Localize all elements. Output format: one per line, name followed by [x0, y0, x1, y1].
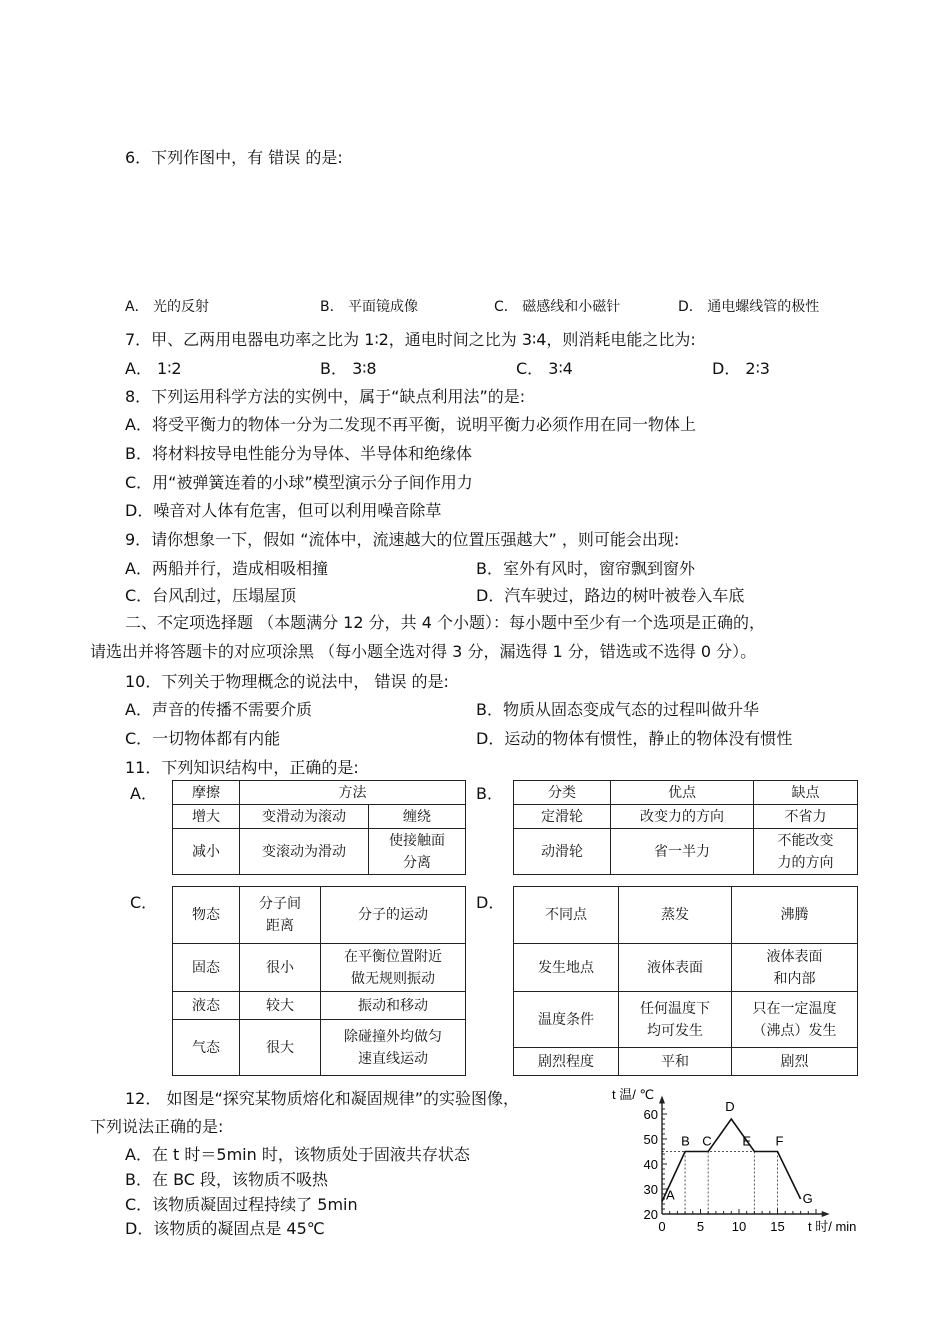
cell-line: 分离 — [403, 854, 431, 871]
q10-option-b: B．物质从固态变成气态的过程叫做升华 — [476, 700, 759, 719]
table-cell: 不省力 — [754, 805, 858, 829]
table-cell — [321, 944, 466, 992]
q9-option-c: C．台风刮过，压塌屋顶 — [125, 586, 297, 605]
q11-stem: 11．下列知识结构中，正确的是: — [125, 758, 359, 777]
cell-line: 在平衡位置附近 — [344, 948, 442, 965]
table-cell: 沸腾 — [732, 887, 858, 944]
table-cell: 分类 — [514, 781, 611, 805]
x-tick-label: 10 — [731, 1219, 747, 1234]
table-cell: 液态 — [173, 992, 240, 1020]
table-cell: 很大 — [240, 1020, 321, 1076]
chart-y-axis-label: t 温/ ℃ — [612, 1087, 655, 1102]
table-cell — [732, 992, 858, 1048]
point-label: B — [681, 1133, 690, 1149]
q9-option-d: D．汽车驶过，路边的树叶被卷入车底 — [476, 586, 745, 605]
cell-line: 使接触面 — [389, 832, 445, 849]
y-axis-arrow — [659, 1096, 665, 1104]
table-cell: 温度条件 — [514, 992, 619, 1048]
cell-line: 分子间 — [259, 896, 301, 912]
table-cell: 物态 — [173, 887, 240, 944]
table-cell: 分子的运动 — [321, 887, 466, 944]
table-cell: 很小 — [240, 944, 321, 992]
q11-table-d — [513, 886, 858, 1076]
table-cell: 定滑轮 — [514, 805, 611, 829]
q9-option-b: B．室外有风时，窗帘飘到窗外 — [476, 559, 695, 578]
cell-line: 距离 — [266, 918, 294, 934]
table-cell: 减小 — [173, 829, 240, 875]
cell-line: 均可发生 — [647, 1022, 703, 1039]
table-cell: 蒸发 — [619, 887, 732, 944]
x-tick-label: 0 — [658, 1219, 666, 1234]
table-cell: 发生地点 — [514, 944, 619, 992]
y-tick-label: 40 — [643, 1157, 658, 1172]
q6-option-d: D． 通电螺线管的极性 — [678, 299, 820, 315]
table-cell: 缺点 — [754, 781, 858, 805]
point-label: D — [725, 1099, 735, 1114]
cell-line: 不能改变 — [777, 832, 834, 849]
cell-line: 和内部 — [773, 970, 816, 987]
q11-label-c: C． — [130, 893, 158, 912]
q8-option-a: A．将受平衡力的物体一分为二发现不再平衡，说明平衡力必须作用在同一物体上 — [125, 415, 696, 434]
q10-option-d: D．运动的物体有惯性，静止的物体没有惯性 — [476, 729, 793, 748]
cell-line: 液体表面 — [766, 948, 823, 965]
table-cell: 变滑动为滚动 — [240, 805, 369, 829]
chart-x-axis-label: t 时/ min — [808, 1219, 857, 1234]
cell-line: 做无规则振动 — [351, 970, 435, 987]
q7-option-d: D． 2∶3 — [712, 359, 770, 378]
table-cell: 剧烈程度 — [514, 1048, 619, 1076]
section2-line1: 二、不定项选择题 （本题满分 12 分，共 4 个小题）：每小题中至少有一个选项是正确的， — [125, 613, 765, 632]
q12-option-d: D．该物质的凝固点是 45℃ — [125, 1219, 325, 1238]
table-cell — [369, 829, 466, 875]
q6-stem: 6．下列作图中，有 错误 的是: — [125, 148, 343, 167]
cell-line: 除碰撞外均做匀 — [344, 1028, 442, 1045]
q7-option-c: C． 3∶4 — [516, 359, 573, 378]
cell-line: 力的方向 — [777, 854, 834, 871]
q12-option-a: A．在 t 时＝5min 时，该物质处于固液共存状态 — [125, 1145, 470, 1164]
q7-option-b: B． 3∶8 — [320, 359, 377, 378]
q7-stem: 7．甲、乙两用电器电功率之比为 1∶2，通电时间之比为 3∶4，则消耗电能之比为: — [125, 330, 696, 349]
table-cell: 缠绕 — [369, 805, 466, 829]
q6-option-b: B． 平面镜成像 — [320, 299, 419, 315]
table-cell — [321, 1020, 466, 1076]
cell-line: 只在一定温度 — [752, 1000, 837, 1017]
q11-table-b — [513, 780, 858, 875]
table-cell: 变滚动为滑动 — [240, 829, 369, 875]
q11-label-a: A． — [130, 784, 157, 803]
q9-option-a: A．两船并行，造成相吸相撞 — [125, 559, 328, 578]
table-cell: 增大 — [173, 805, 240, 829]
y-tick-label: 50 — [643, 1132, 658, 1147]
table-cell: 省一半力 — [611, 829, 754, 875]
table-cell — [240, 887, 321, 944]
q8-stem: 8．下列运用科学方法的实例中，属于“缺点利用法”的是: — [125, 387, 526, 406]
point-label: C — [702, 1133, 712, 1149]
section2-line2: 请选出并将答题卡的对应项涂黑 （每小题全选对得 3 分，漏选得 1 分，错选或不选得 0 分）。 — [90, 642, 757, 661]
q12-stem-line1: 12． 如图是“探究某物质熔化和凝固规律”的实验图像， — [125, 1089, 520, 1108]
q12-option-b: B．在 BC 段，该物质不吸热 — [125, 1170, 329, 1189]
q6-option-c: C． 磁感线和小磁针 — [494, 299, 621, 315]
cell-line: 任何温度下 — [640, 1000, 710, 1017]
q11-label-b: B． — [476, 784, 503, 803]
table-cell: 较大 — [240, 992, 321, 1020]
table-cell: 平和 — [619, 1048, 732, 1076]
table-cell: 摩擦 — [173, 781, 240, 805]
table-cell: 振动和移动 — [321, 992, 466, 1020]
table-cell: 液体表面 — [619, 944, 732, 992]
q8-option-d: D．噪音对人体有危害，但可以利用噪音除草 — [125, 501, 442, 520]
table-cell: 改变力的方向 — [611, 805, 754, 829]
cell-line: （沸点）发生 — [752, 1022, 837, 1039]
table-cell: 优点 — [611, 781, 754, 805]
table-cell — [732, 944, 858, 992]
y-tick-label: 30 — [643, 1182, 658, 1197]
q10-option-a: A．声音的传播不需要介质 — [125, 700, 312, 719]
q12-stem-line2: 下列说法正确的是: — [90, 1117, 224, 1136]
q10-option-c: C．一切物体都有内能 — [125, 729, 281, 748]
q11-table-c — [172, 886, 466, 1076]
q11-table-a — [172, 780, 466, 875]
y-tick-label: 20 — [643, 1207, 658, 1222]
table-cell: 剧烈 — [732, 1048, 858, 1076]
cell-line: 速直线运动 — [358, 1050, 428, 1067]
q8-option-c: C．用“被弹簧连着的小球”模型演示分子间作用力 — [125, 473, 473, 492]
table-cell: 气态 — [173, 1020, 240, 1076]
q12-option-c: C．该物质凝固过程持续了 5min — [125, 1195, 358, 1214]
q11-label-d: D． — [476, 893, 505, 912]
q8-option-b: B．将材料按导电性能分为导体、半导体和绝缘体 — [125, 444, 472, 463]
x-tick-label: 5 — [696, 1219, 705, 1234]
q10-stem: 10．下列关于物理概念的说法中， 错误 的是: — [125, 672, 449, 691]
table-cell — [619, 992, 732, 1048]
x-tick-label: 15 — [770, 1219, 785, 1234]
point-label: G — [802, 1191, 813, 1206]
table-cell: 固态 — [173, 944, 240, 992]
temperature-time-chart — [600, 1078, 870, 1238]
table-cell: 不同点 — [514, 887, 619, 944]
table-cell: 动滑轮 — [514, 829, 611, 875]
point-label: E — [742, 1133, 752, 1149]
point-label: A — [666, 1187, 675, 1203]
y-tick-label: 60 — [643, 1107, 658, 1122]
table-cell: 方法 — [240, 781, 466, 805]
temperature-curve — [662, 1119, 801, 1202]
table-cell — [754, 829, 858, 875]
q7-option-a: A． 1∶2 — [125, 359, 182, 378]
x-axis-arrow — [822, 1211, 830, 1217]
q6-option-a: A． 光的反射 — [125, 299, 210, 315]
point-label: F — [775, 1133, 784, 1149]
q9-stem: 9．请你想象一下，假如 “流体中，流速越大的位置压强越大” ，则可能会出现: — [125, 530, 680, 549]
